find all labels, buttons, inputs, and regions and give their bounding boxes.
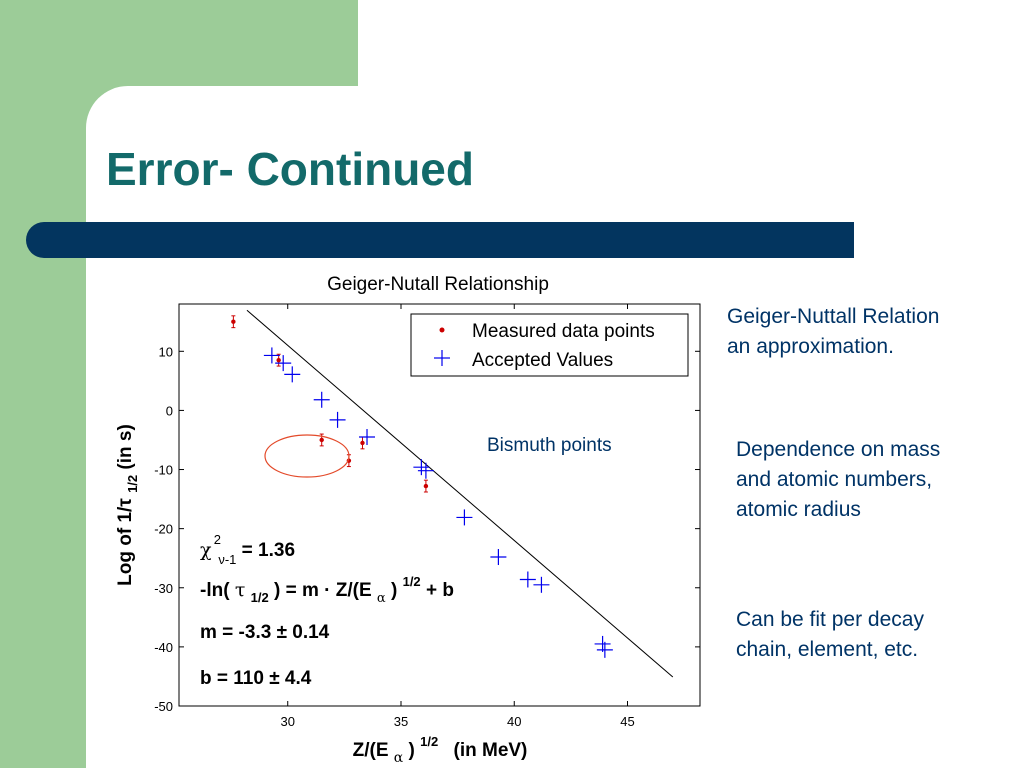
y-axis-label: Log of 1/τ $_{1/2}$ (in s) (115, 424, 140, 586)
fit-equation-annotation: -ln( τ $_{1/2}$ ) = m · Z/(E $_\alpha$ ) $^{1/2}$ + b (200, 574, 454, 606)
note-line: Dependence on mass (736, 438, 941, 461)
note-line: Can be fit per decay (736, 608, 924, 631)
note-line: Geiger-Nuttall Relation (727, 305, 940, 328)
y-tick-label: -20 (154, 521, 173, 537)
note-line: an approximation. (727, 335, 894, 358)
legend-label-measured: Measured data points (472, 321, 655, 342)
y-tick-label: -40 (154, 639, 173, 655)
chi-squared-annotation: χ 2 ν-1 = 1.36 (200, 532, 296, 567)
measured-data-point (231, 320, 235, 324)
note-geiger-nuttall-approximation (727, 302, 939, 362)
note-mass-atomic-dependence (736, 435, 940, 525)
y-tick-label: -30 (154, 580, 173, 596)
measured-data-point (424, 484, 428, 488)
x-tick-label: 35 (393, 714, 409, 729)
note-line: atomic radius (736, 498, 861, 521)
y-tick-label: -10 (154, 462, 173, 478)
intercept-annotation: b = 110 ± 4.4 (200, 668, 312, 689)
y-tick-label: -50 (154, 699, 173, 714)
x-tick-label: 45 (620, 714, 635, 729)
x-tick-label: 30 (280, 714, 295, 729)
slide-title: Error- Continued (106, 143, 474, 195)
measured-data-point (276, 358, 280, 362)
y-tick-label: 0 (165, 403, 173, 419)
legend-marker-measured (440, 328, 445, 333)
y-tick-label: 10 (158, 344, 173, 360)
x-tick-label: 40 (507, 714, 522, 729)
x-axis-label: Z/(E $_\alpha$ ) $^{1/2}$ (in MeV) (352, 734, 528, 766)
note-line: and atomic numbers, (736, 468, 933, 491)
note-fit-per-decay-chain (736, 605, 924, 665)
bismuth-label: Bismuth points (487, 435, 612, 456)
measured-data-point (320, 438, 324, 442)
measured-data-point (360, 441, 364, 445)
note-line: chain, element, etc. (736, 638, 919, 661)
slope-annotation: m = -3.3 ± 0.14 (200, 622, 330, 643)
chart-title: Geiger-Nutall Relationship (327, 274, 549, 295)
legend-label-accepted: Accepted Values (472, 350, 614, 371)
